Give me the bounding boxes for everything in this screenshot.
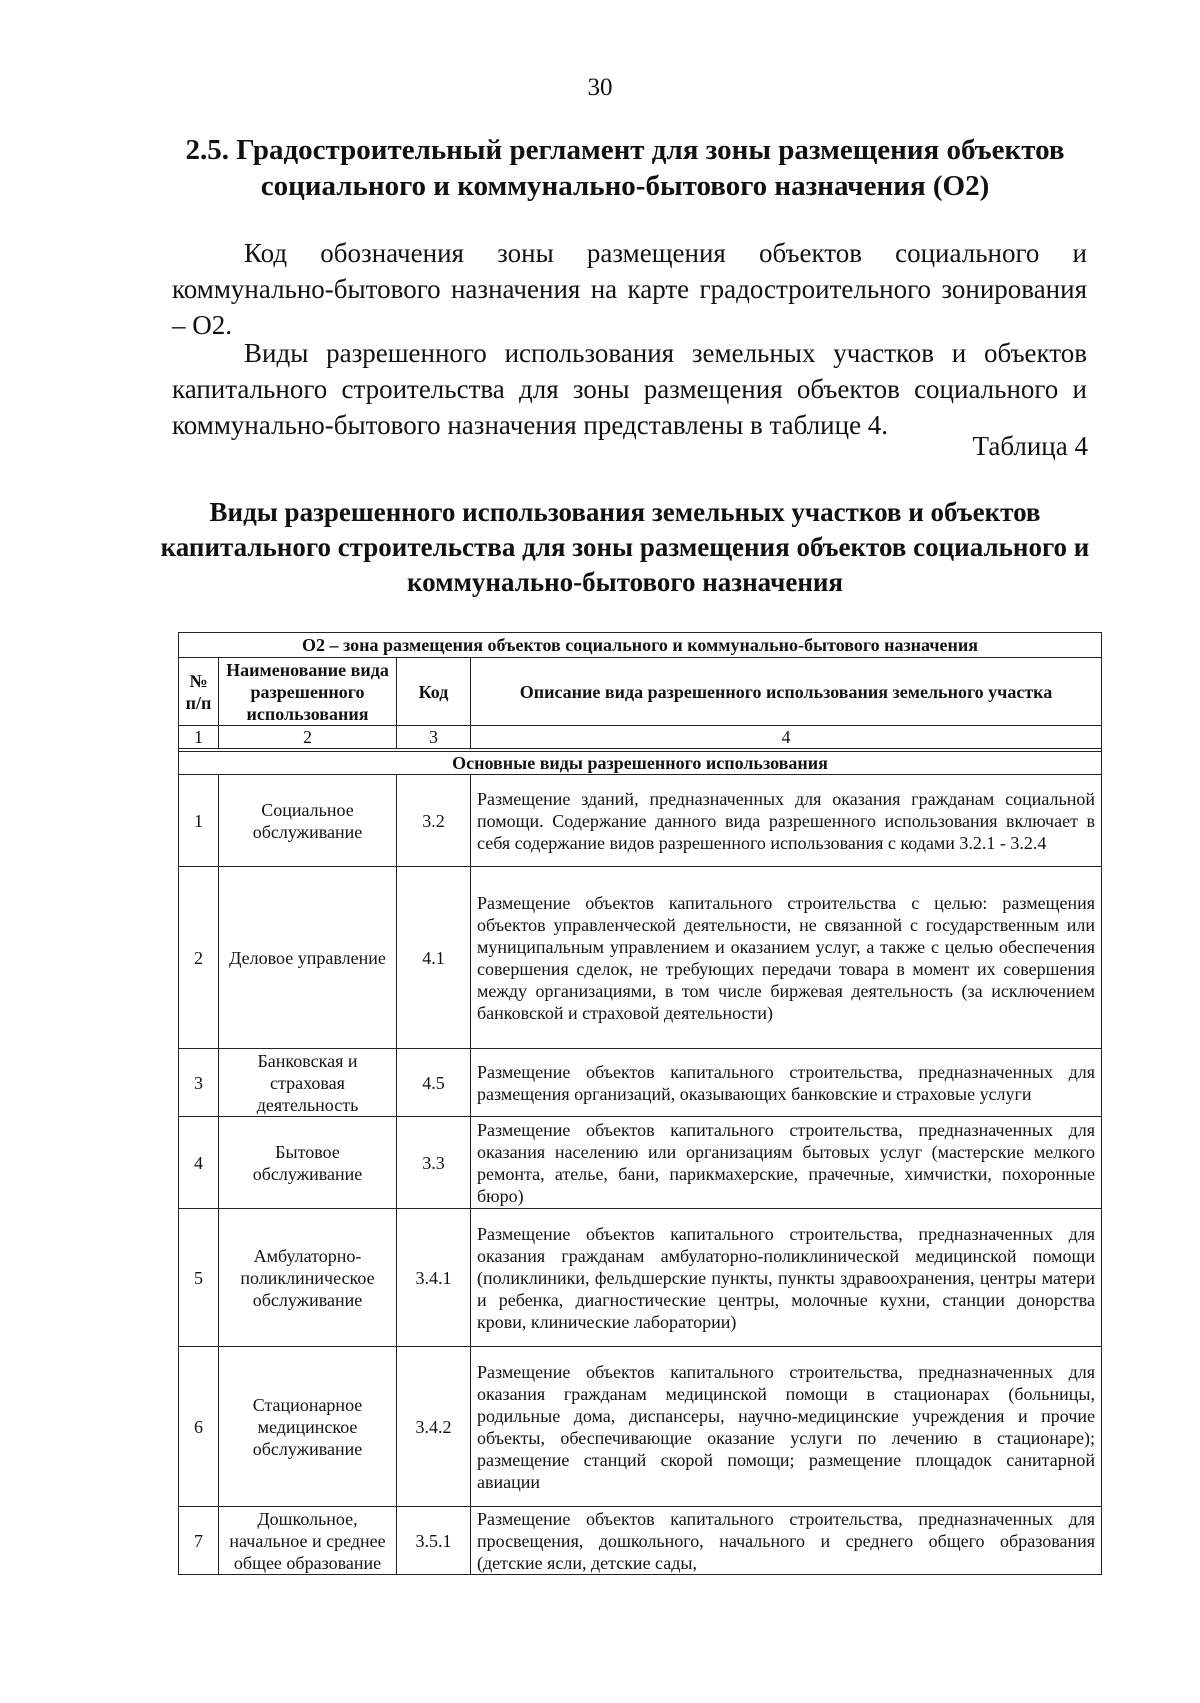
row-code: 3.2 [397, 775, 471, 867]
column-index: 1 [179, 726, 219, 749]
row-code: 3.3 [397, 1117, 471, 1209]
row-desc: Размещение объектов капитального строительства, предназначенных для оказания гражданам медицинской помощи в стационарах (больницы, родильные дома, диспансеры, научно-медицинские учреждения и прочие объекты, обеспечивающие оказание услуги по лечению в стационаре); размещение станций скорой помощи; размещение площадок санитарной авиации [471, 1347, 1102, 1507]
subheader-row [179, 752, 1102, 775]
paragraph-zone-code [172, 235, 1087, 343]
table-row [179, 775, 1102, 867]
column-index: 3 [397, 726, 471, 749]
row-num: 6 [179, 1347, 219, 1507]
column-header-code: Код [397, 658, 471, 726]
row-desc: Размещение объектов капитального строительства, предназначенных для оказания населению или организациям бытовых услуг (мастерские мелкого ремонта, ателье, бани, парикмахерские, прачечные, химчистки, похоронные бюро) [471, 1117, 1102, 1209]
section-title: 2.5. Градостроительный регламент для зоны размещения объектов социального и коммунально-бытового назначения (О2) [185, 134, 1065, 202]
row-name: Банковская и страховая деятельность [219, 1049, 397, 1117]
row-code: 3.4.1 [397, 1209, 471, 1347]
row-name: Бытовое обслуживание [219, 1117, 397, 1209]
row-code: 3.5.1 [397, 1507, 471, 1575]
subheader-main-usage: Основные виды разрешенного использования [179, 752, 1102, 775]
row-desc: Размещение объектов капитального строительства, предназначенных для оказания гражданам амбулаторно-поликлинической медицинской помощи (поликлиники, фельдшерские пункты, пункты здравоохранения, центры матери и ребенка, диагностические центры, молочные кухни, станции донорства крови, клинические лаборатории) [471, 1209, 1102, 1347]
paragraph-usage-types-text: Виды разрешенного использования земельных участков и объектов капитального строительства для зоны размещения объектов социального и коммунально-бытового назначения представлены в таблице 4. [172, 338, 1087, 440]
page-number: 30 [587, 74, 613, 101]
table-title: Виды разрешенного использования земельных участков и объектов капитального строительства для зоны размещения объектов социального и коммунально-бытового назначения [160, 497, 1090, 597]
row-desc: Размещение зданий, предназначенных для оказания гражданам социальной помощи. Содержание данного вида разрешенного использования включает в себя содержание видов разрешенного использования с кодами 3.2.1 - 3.2.4 [471, 775, 1102, 867]
row-num: 1 [179, 775, 219, 867]
column-index: 2 [219, 726, 397, 749]
table-row [179, 1347, 1102, 1507]
row-name: Дошкольное, начальное и среднее общее образование [219, 1507, 397, 1575]
table-row [179, 1117, 1102, 1209]
row-desc: Размещение объектов капитального строительства с целью: размещения объектов управленческой деятельности, не связанной с государственным или муниципальным управлением и оказанием услуг, а также с целью обеспечения совершения сделок, не требующих передачи товара в момент их совершения между организациями, в том числе биржевая деятельность (за исключением банковской и страховой деятельности) [471, 867, 1102, 1049]
row-name: Деловое управление [219, 867, 397, 1049]
zone-header-row [179, 633, 1102, 658]
table-row [179, 1049, 1102, 1117]
table-row [179, 867, 1102, 1049]
column-header-desc: Описание вида разрешенного использования земельного участка [471, 658, 1102, 726]
row-code: 4.1 [397, 867, 471, 1049]
column-header-name: Наименование вида разрешенного использования [219, 658, 397, 726]
row-name: Стационарное медицинское обслуживание [219, 1347, 397, 1507]
table-row [179, 1209, 1102, 1347]
row-num: 5 [179, 1209, 219, 1347]
column-header-num: № п/п [179, 658, 219, 726]
paragraph-usage-types [172, 335, 1087, 443]
row-num: 2 [179, 867, 219, 1049]
table-label: Таблица 4 [972, 431, 1088, 461]
row-num: 3 [179, 1049, 219, 1117]
row-desc: Размещение объектов капитального строительства, предназначенных для просвещения, дошкольного, начального и среднего общего образования (детские ясли, детские сады, [471, 1507, 1102, 1575]
row-desc: Размещение объектов капитального строительства, предназначенных для размещения организаций, оказывающих банковские и страховые услуги [471, 1049, 1102, 1117]
row-code: 4.5 [397, 1049, 471, 1117]
table-row [179, 1507, 1102, 1575]
column-index-row [179, 726, 1102, 749]
row-num: 7 [179, 1507, 219, 1575]
usage-types-table [178, 632, 1102, 1575]
row-name: Социальное обслуживание [219, 775, 397, 867]
row-code: 3.4.2 [397, 1347, 471, 1507]
column-header-row [179, 658, 1102, 726]
column-index: 4 [471, 726, 1102, 749]
zone-header: О2 – зона размещения объектов социального и коммунально-бытового назначения [179, 633, 1102, 658]
paragraph-zone-code-text: Код обозначения зоны размещения объектов социального и коммунально-бытового назначения на карте градостроительного зонирования – О2. [172, 238, 1087, 340]
row-num: 4 [179, 1117, 219, 1209]
row-name: Амбулаторно-поликлиническое обслуживание [219, 1209, 397, 1347]
